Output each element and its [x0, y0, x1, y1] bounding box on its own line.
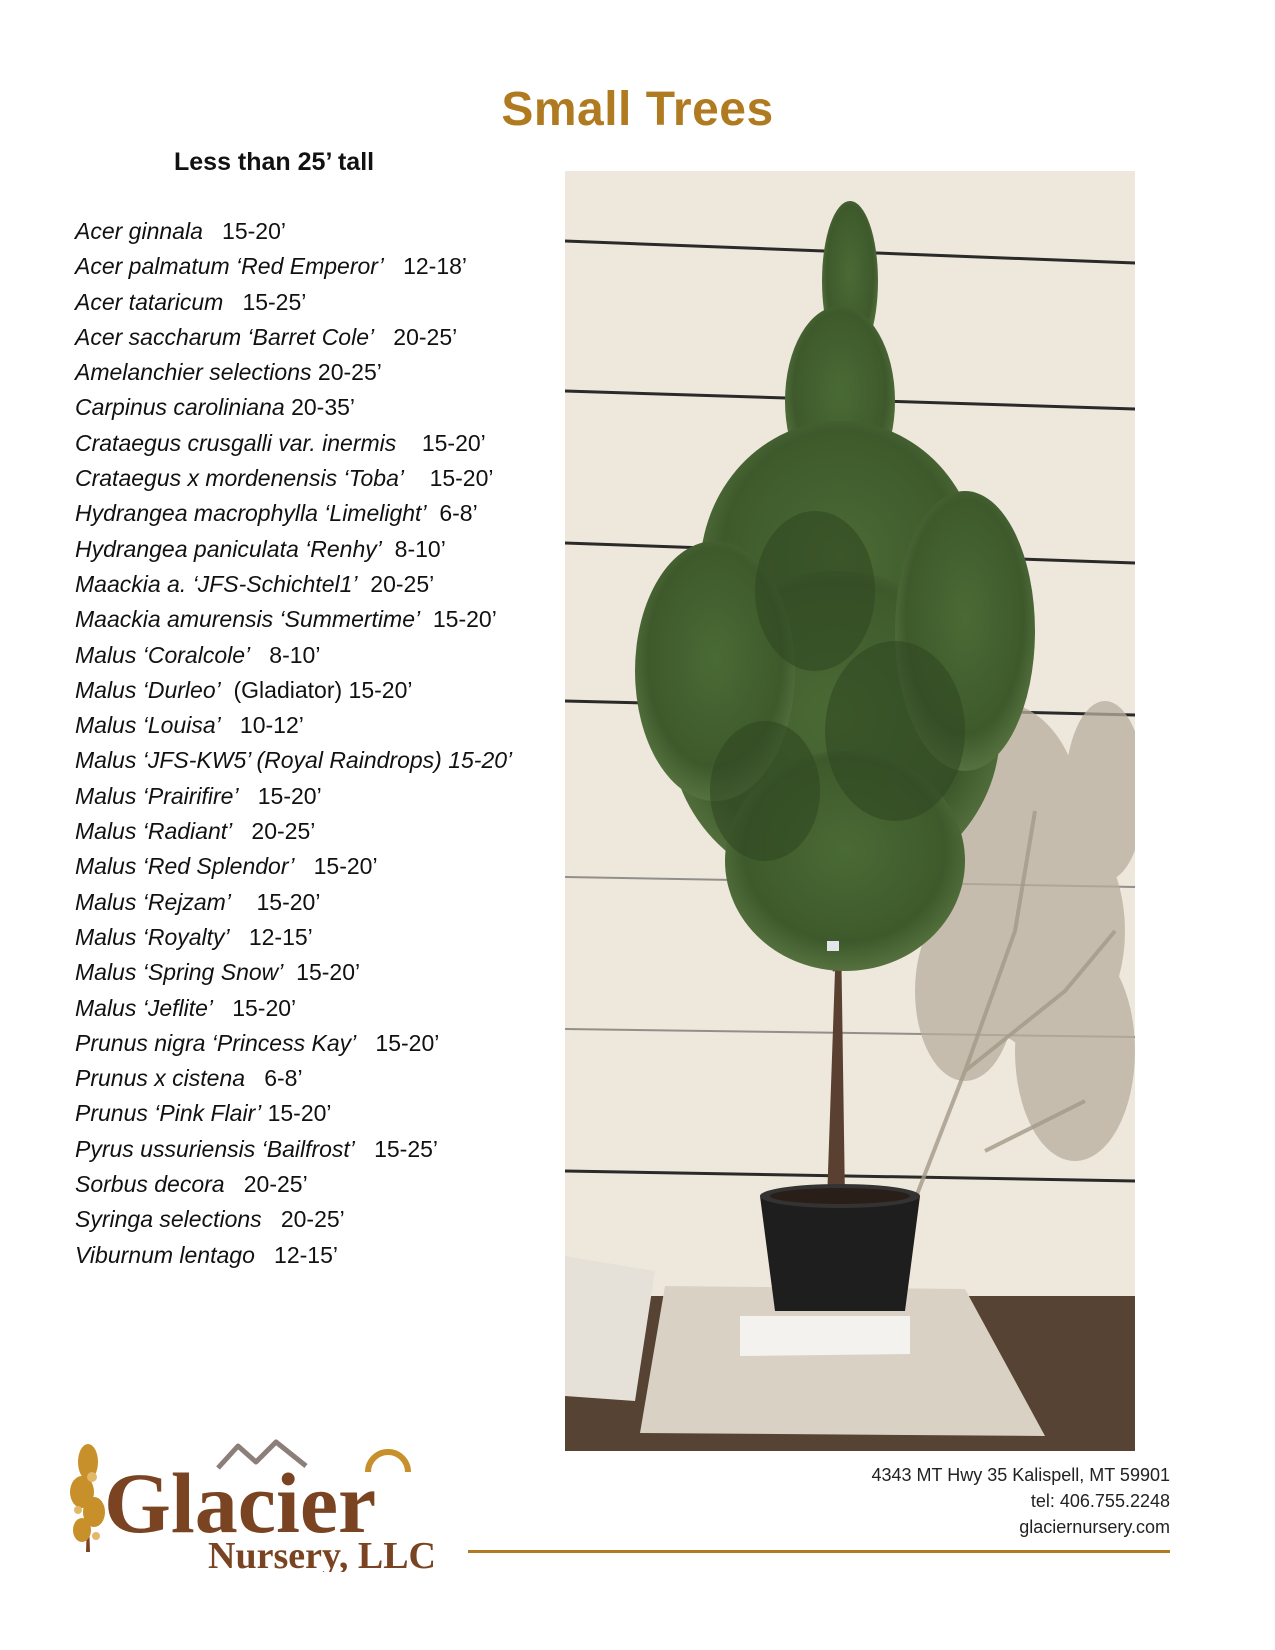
- list-item: Malus ‘Durleo’ (Gladiator) 15-20’: [75, 676, 413, 703]
- list-item: Pyrus ussuriensis ‘Bailfrost’ 15-25’: [75, 1135, 439, 1162]
- footer-rule: [468, 1550, 1170, 1553]
- address: 4343 MT Hwy 35 Kalispell, MT 59901: [871, 1465, 1170, 1485]
- tree-list: [75, 214, 512, 1273]
- list-item: Acer saccharum ‘Barret Cole’ 20-25’: [75, 323, 458, 350]
- list-item: Prunus x cistena 6-8’: [75, 1065, 303, 1092]
- list-item: Malus ‘Jeflite’ 15-20’: [75, 994, 297, 1021]
- list-item: Amelanchier selections 20-25’: [75, 359, 382, 386]
- list-item: Acer ginnala 15-20’: [75, 218, 286, 244]
- glacier-nursery-logo: [68, 1432, 488, 1572]
- svg-text:Nursery, LLC: Nursery, LLC: [208, 1535, 436, 1572]
- contact-block: [872, 1462, 1171, 1540]
- list-item: Viburnum lentago 12-15’: [75, 1241, 338, 1268]
- list-item: Malus ‘Coralcole’ 8-10’: [75, 641, 321, 668]
- list-item: Sorbus decora 20-25’: [75, 1171, 308, 1198]
- phone: tel: 406.755.2248: [1030, 1491, 1170, 1511]
- list-item: Malus ‘Louisa’ 10-12’: [75, 712, 304, 739]
- list-item: Malus ‘Spring Snow’ 15-20’: [75, 959, 361, 986]
- list-item: Malus ‘Prairifire’ 15-20’: [75, 782, 322, 809]
- list-item: Crataegus crusgalli var. inermis 15-20’: [75, 429, 486, 456]
- list-item: Maackia amurensis ‘Summertime’ 15-20’: [75, 606, 497, 633]
- list-item: Malus ‘JFS-KW5’ (Royal Raindrops) 15-20’: [75, 747, 513, 774]
- svg-text:Glacier: Glacier: [104, 1455, 377, 1551]
- list-item: Hydrangea macrophylla ‘Limelight’ 6-8’: [75, 500, 478, 527]
- list-item: Maackia a. ‘JFS-Schichtel1’ 20-25’: [75, 570, 435, 597]
- website: glaciernursery.com: [1019, 1517, 1170, 1537]
- list-item: Malus ‘Red Splendor’ 15-20’: [75, 853, 378, 880]
- list-item: Malus ‘Radiant’ 20-25’: [75, 818, 316, 845]
- list-item: Malus ‘Royalty’ 12-15’: [75, 923, 313, 950]
- list-item: Acer tataricum 15-25’: [75, 288, 307, 315]
- list-item: Hydrangea paniculata ‘Renhy’ 8-10’: [75, 535, 446, 562]
- list-item: Prunus ‘Pink Flair’ 15-20’: [75, 1100, 332, 1127]
- page-subtitle: Less than 25’ tall: [174, 148, 375, 176]
- list-item: Syringa selections 20-25’: [75, 1206, 345, 1233]
- page-title: Small Trees: [501, 83, 774, 136]
- list-item: Acer palmatum ‘Red Emperor’ 12-18’: [75, 253, 468, 280]
- list-item: Prunus nigra ‘Princess Kay’ 15-20’: [75, 1029, 440, 1056]
- tree-photo: [565, 171, 1135, 1451]
- list-item: Malus ‘Rejzam’ 15-20’: [75, 888, 321, 915]
- list-item: Carpinus caroliniana 20-35’: [75, 394, 356, 421]
- list-item: Crataegus x mordenensis ‘Toba’ 15-20’: [75, 465, 494, 492]
- tree-logo-icon: [70, 1444, 105, 1552]
